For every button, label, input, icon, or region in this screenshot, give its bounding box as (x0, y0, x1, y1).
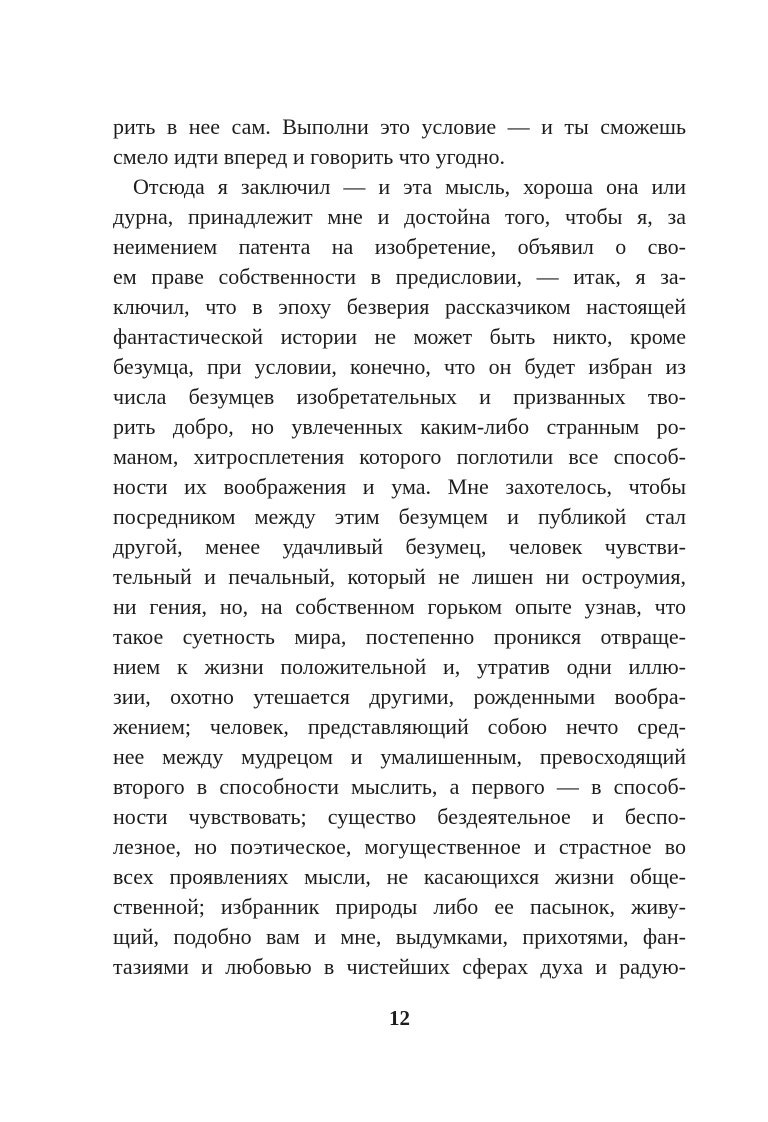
text-line: ключил, что в эпоху безверия рассказчиком настоящей (113, 294, 686, 319)
text-line: зии, охотно утешается другими, рожденными вообра- (113, 684, 686, 709)
text-line: смело идти вперед и говорить что угодно. (113, 144, 505, 169)
text-line: дурна, принадлежит мне и достойна того, чтобы я, за (113, 204, 686, 229)
text-line: неимением патента на изобретение, объявил о сво- (113, 234, 686, 259)
text-line: посредником между этим безумцем и публикой стал (113, 504, 686, 529)
text-line: нием к жизни положительной и, утратив одни иллю- (113, 654, 686, 679)
text-line: ности чувствовать; существо бездеятельное и беспо- (113, 804, 686, 829)
text-line: ности их воображения и ума. Мне захотелось, чтобы (113, 474, 686, 499)
text-line: всех проявлениях мысли, не касающихся жизни обще- (113, 864, 686, 889)
text-line: жением; человек, представляющий собою нечто сред- (113, 714, 686, 739)
text-line: фантастической истории не может быть никто, кроме (113, 324, 686, 349)
page-number: 12 (389, 1006, 410, 1030)
text-line: ственной; избранник природы либо ее пасынок, живу- (113, 894, 686, 919)
text-line: маном, хитросплетения которого поглотили все способ- (113, 444, 686, 469)
text-line: числа безумцев изобретательных и призванных тво- (113, 384, 686, 409)
text-line: лезное, но поэтическое, могущественное и страстное во (113, 834, 686, 859)
text-line: такое суетность мира, постепенно проникся отвраще- (113, 624, 686, 649)
text-line: тельный и печальный, который не лишен ни остроумия, (113, 564, 686, 589)
text-line: рить в нее сам. Выполни это условие — и ты сможешь (113, 114, 686, 139)
page-text-block (113, 112, 686, 982)
text-line: ем праве собственности в предисловии, — итак, я за- (113, 264, 686, 289)
text-line: безумца, при условии, конечно, что он будет избран из (113, 354, 686, 379)
text-line: Отсюда я заключил — и эта мысль, хороша она или (133, 174, 686, 199)
text-line: рить добро, но увлеченных каким-либо странным ро- (113, 414, 686, 439)
text-line: ни гения, но, на собственном горьком опыте узнав, что (113, 594, 686, 619)
text-line: нее между мудрецом и умалишенным, превосходящий (113, 744, 686, 769)
text-line: другой, менее удачливый безумец, человек чувстви- (113, 534, 686, 559)
text-line: тазиями и любовью в чистейших сферах духа и радую- (113, 954, 686, 979)
text-line: щий, подобно вам и мне, выдумками, прихотями, фан- (113, 924, 686, 949)
text-line: второго в способности мыслить, а первого — в способ- (113, 774, 686, 799)
